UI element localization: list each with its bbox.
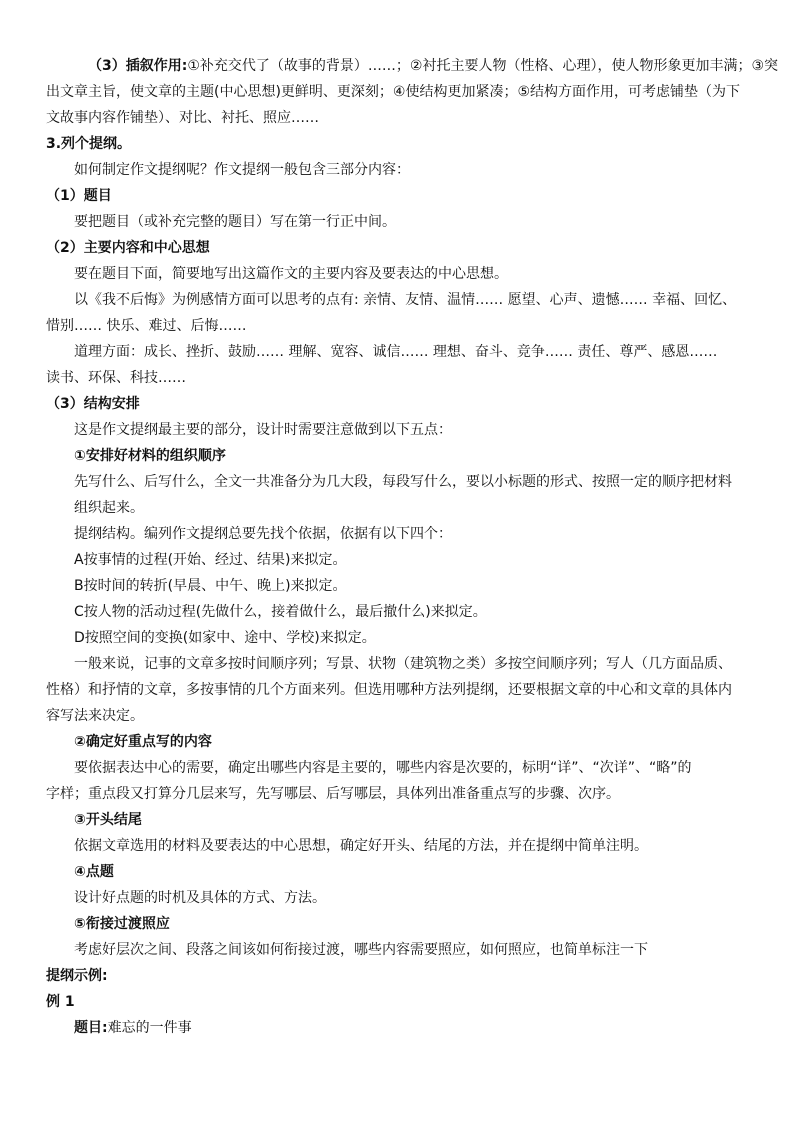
point-heading: ②确定好重点写的内容 bbox=[74, 734, 212, 750]
text-line bbox=[88, 56, 778, 76]
point-heading: ⑤衔接过渡照应 bbox=[74, 916, 170, 932]
text-line bbox=[46, 784, 620, 804]
text-line bbox=[74, 420, 452, 440]
point-heading: ③开头结尾 bbox=[74, 812, 142, 828]
text-line bbox=[74, 342, 717, 362]
line-text: 组织起来。 bbox=[74, 500, 144, 516]
line-text: ①补充交代了（故事的背景）……；②衬托主要人物（性格、心理），使人物形象更加丰满；③突 bbox=[187, 58, 778, 74]
text-line bbox=[74, 160, 410, 180]
section-heading: 3.列个提纲。 bbox=[46, 136, 132, 152]
text-line bbox=[74, 654, 732, 674]
text-line bbox=[74, 212, 396, 232]
line-text: A按事情的过程(开始、经过、结果)来拟定。 bbox=[74, 552, 347, 568]
text-line bbox=[74, 498, 144, 518]
text-line bbox=[74, 576, 347, 596]
line-text: 要把题目（或补充完整的题目）写在第一行正中间。 bbox=[74, 214, 396, 230]
subsection-heading: （2）主要内容和中心思想 bbox=[46, 240, 210, 256]
line-text: 先写什么、后写什么，全文一共准备分为几大段，每段写什么，要以小标题的形式、按照一定的顺序把材料 bbox=[74, 474, 732, 490]
text-line bbox=[46, 316, 246, 336]
line-text: 读书、环保、科技…… bbox=[46, 370, 186, 386]
line-text: 字样；重点段又打算分几层来写，先写哪层、后写哪层，具体列出准备重点写的步骤、次序。 bbox=[46, 786, 620, 802]
line-text: 考虑好层次之间、段落之间该如何衔接过渡，哪些内容需要照应，如何照应，也简单标注一下 bbox=[74, 942, 648, 958]
text-line bbox=[46, 706, 144, 726]
text-line bbox=[74, 290, 736, 310]
text-line bbox=[74, 550, 347, 570]
subsection-heading: （3）结构安排 bbox=[46, 396, 140, 412]
text-line bbox=[74, 758, 692, 778]
text-line bbox=[74, 836, 648, 856]
text-line bbox=[46, 368, 186, 388]
line-text: 惜别…… 快乐、难过、后悔…… bbox=[46, 318, 247, 334]
line-heading: 题目: bbox=[74, 1020, 108, 1036]
line-text: D按照空间的变换(如家中、途中、学校)来拟定。 bbox=[74, 630, 376, 646]
line-text: 提纲结构。编列作文提纲总要先找个依据，依据有以下四个： bbox=[74, 526, 452, 542]
text-line bbox=[46, 82, 740, 102]
text-line bbox=[46, 108, 319, 128]
line-heading: （3）插叙作用: bbox=[88, 58, 188, 74]
line-text: 以《我不后悔》为例感情方面可以思考的点有: 亲情、友情、温情…… 愿望、心声、遗憾…… 幸福、回忆、 bbox=[74, 292, 737, 308]
line-text: 设计好点题的时机及具体的方式、方法。 bbox=[74, 890, 326, 906]
point-heading: ①安排好材料的组织顺序 bbox=[74, 448, 226, 464]
line-text: 出文章主旨，使文章的主题(中心思想)更鲜明、更深刻；④使结构更加紧凑；⑤结构方面作用，可考虑铺垫（为下 bbox=[46, 84, 741, 100]
text-line bbox=[74, 472, 732, 492]
section-heading: 提纲示例: bbox=[46, 968, 108, 984]
text-line bbox=[74, 264, 508, 284]
text-line bbox=[74, 1018, 192, 1038]
line-text: 难忘的一件事 bbox=[107, 1020, 192, 1036]
line-text: 性格）和抒情的文章，多按事情的几个方面来列。但选用哪种方法列提纲，还要根据文章的中心和文章的具体内 bbox=[46, 682, 732, 698]
text-line bbox=[74, 602, 487, 622]
line-text: 一般来说，记事的文章多按时间顺序列；写景、状物（建筑物之类）多按空间顺序列；写人（几方面品质、 bbox=[74, 656, 732, 672]
point-heading: ④点题 bbox=[74, 864, 114, 880]
text-line bbox=[46, 680, 732, 700]
line-text: C按人物的活动过程(先做什么，接着做什么，最后撤什么)来拟定。 bbox=[74, 604, 487, 620]
section-heading: 例 1 bbox=[46, 994, 75, 1010]
text-line bbox=[74, 888, 326, 908]
line-text: B按时间的转折(早晨、中午、晚上)来拟定。 bbox=[74, 578, 347, 594]
line-text: 要在题目下面，简要地写出这篇作文的主要内容及要表达的中心思想。 bbox=[74, 266, 508, 282]
line-text: 道理方面：成长、挫折、鼓励…… 理解、宽容、诚信…… 理想、奋斗、竞争…… 责任、尊严、感恩…… bbox=[74, 344, 718, 360]
subsection-heading: （1）题目 bbox=[46, 188, 112, 204]
text-line bbox=[74, 628, 376, 648]
line-text: 容写法来决定。 bbox=[46, 708, 144, 724]
line-text: 如何制定作文提纲呢？作文提纲一般包含三部分内容： bbox=[74, 162, 410, 178]
line-text: 这是作文提纲最主要的部分，设计时需要注意做到以下五点： bbox=[74, 422, 452, 438]
line-text: 文故事内容作铺垫）、对比、衬托、照应…… bbox=[46, 110, 319, 126]
text-line bbox=[74, 940, 648, 960]
line-text: 依据文章选用的材料及要表达的中心思想，确定好开头、结尾的方法，并在提纲中简单注明。 bbox=[74, 838, 648, 854]
text-line bbox=[74, 524, 452, 544]
line-text: 要依据表达中心的需要，确定出哪些内容是主要的，哪些内容是次要的，标明“详”、“次详”、“略”的 bbox=[74, 760, 692, 776]
